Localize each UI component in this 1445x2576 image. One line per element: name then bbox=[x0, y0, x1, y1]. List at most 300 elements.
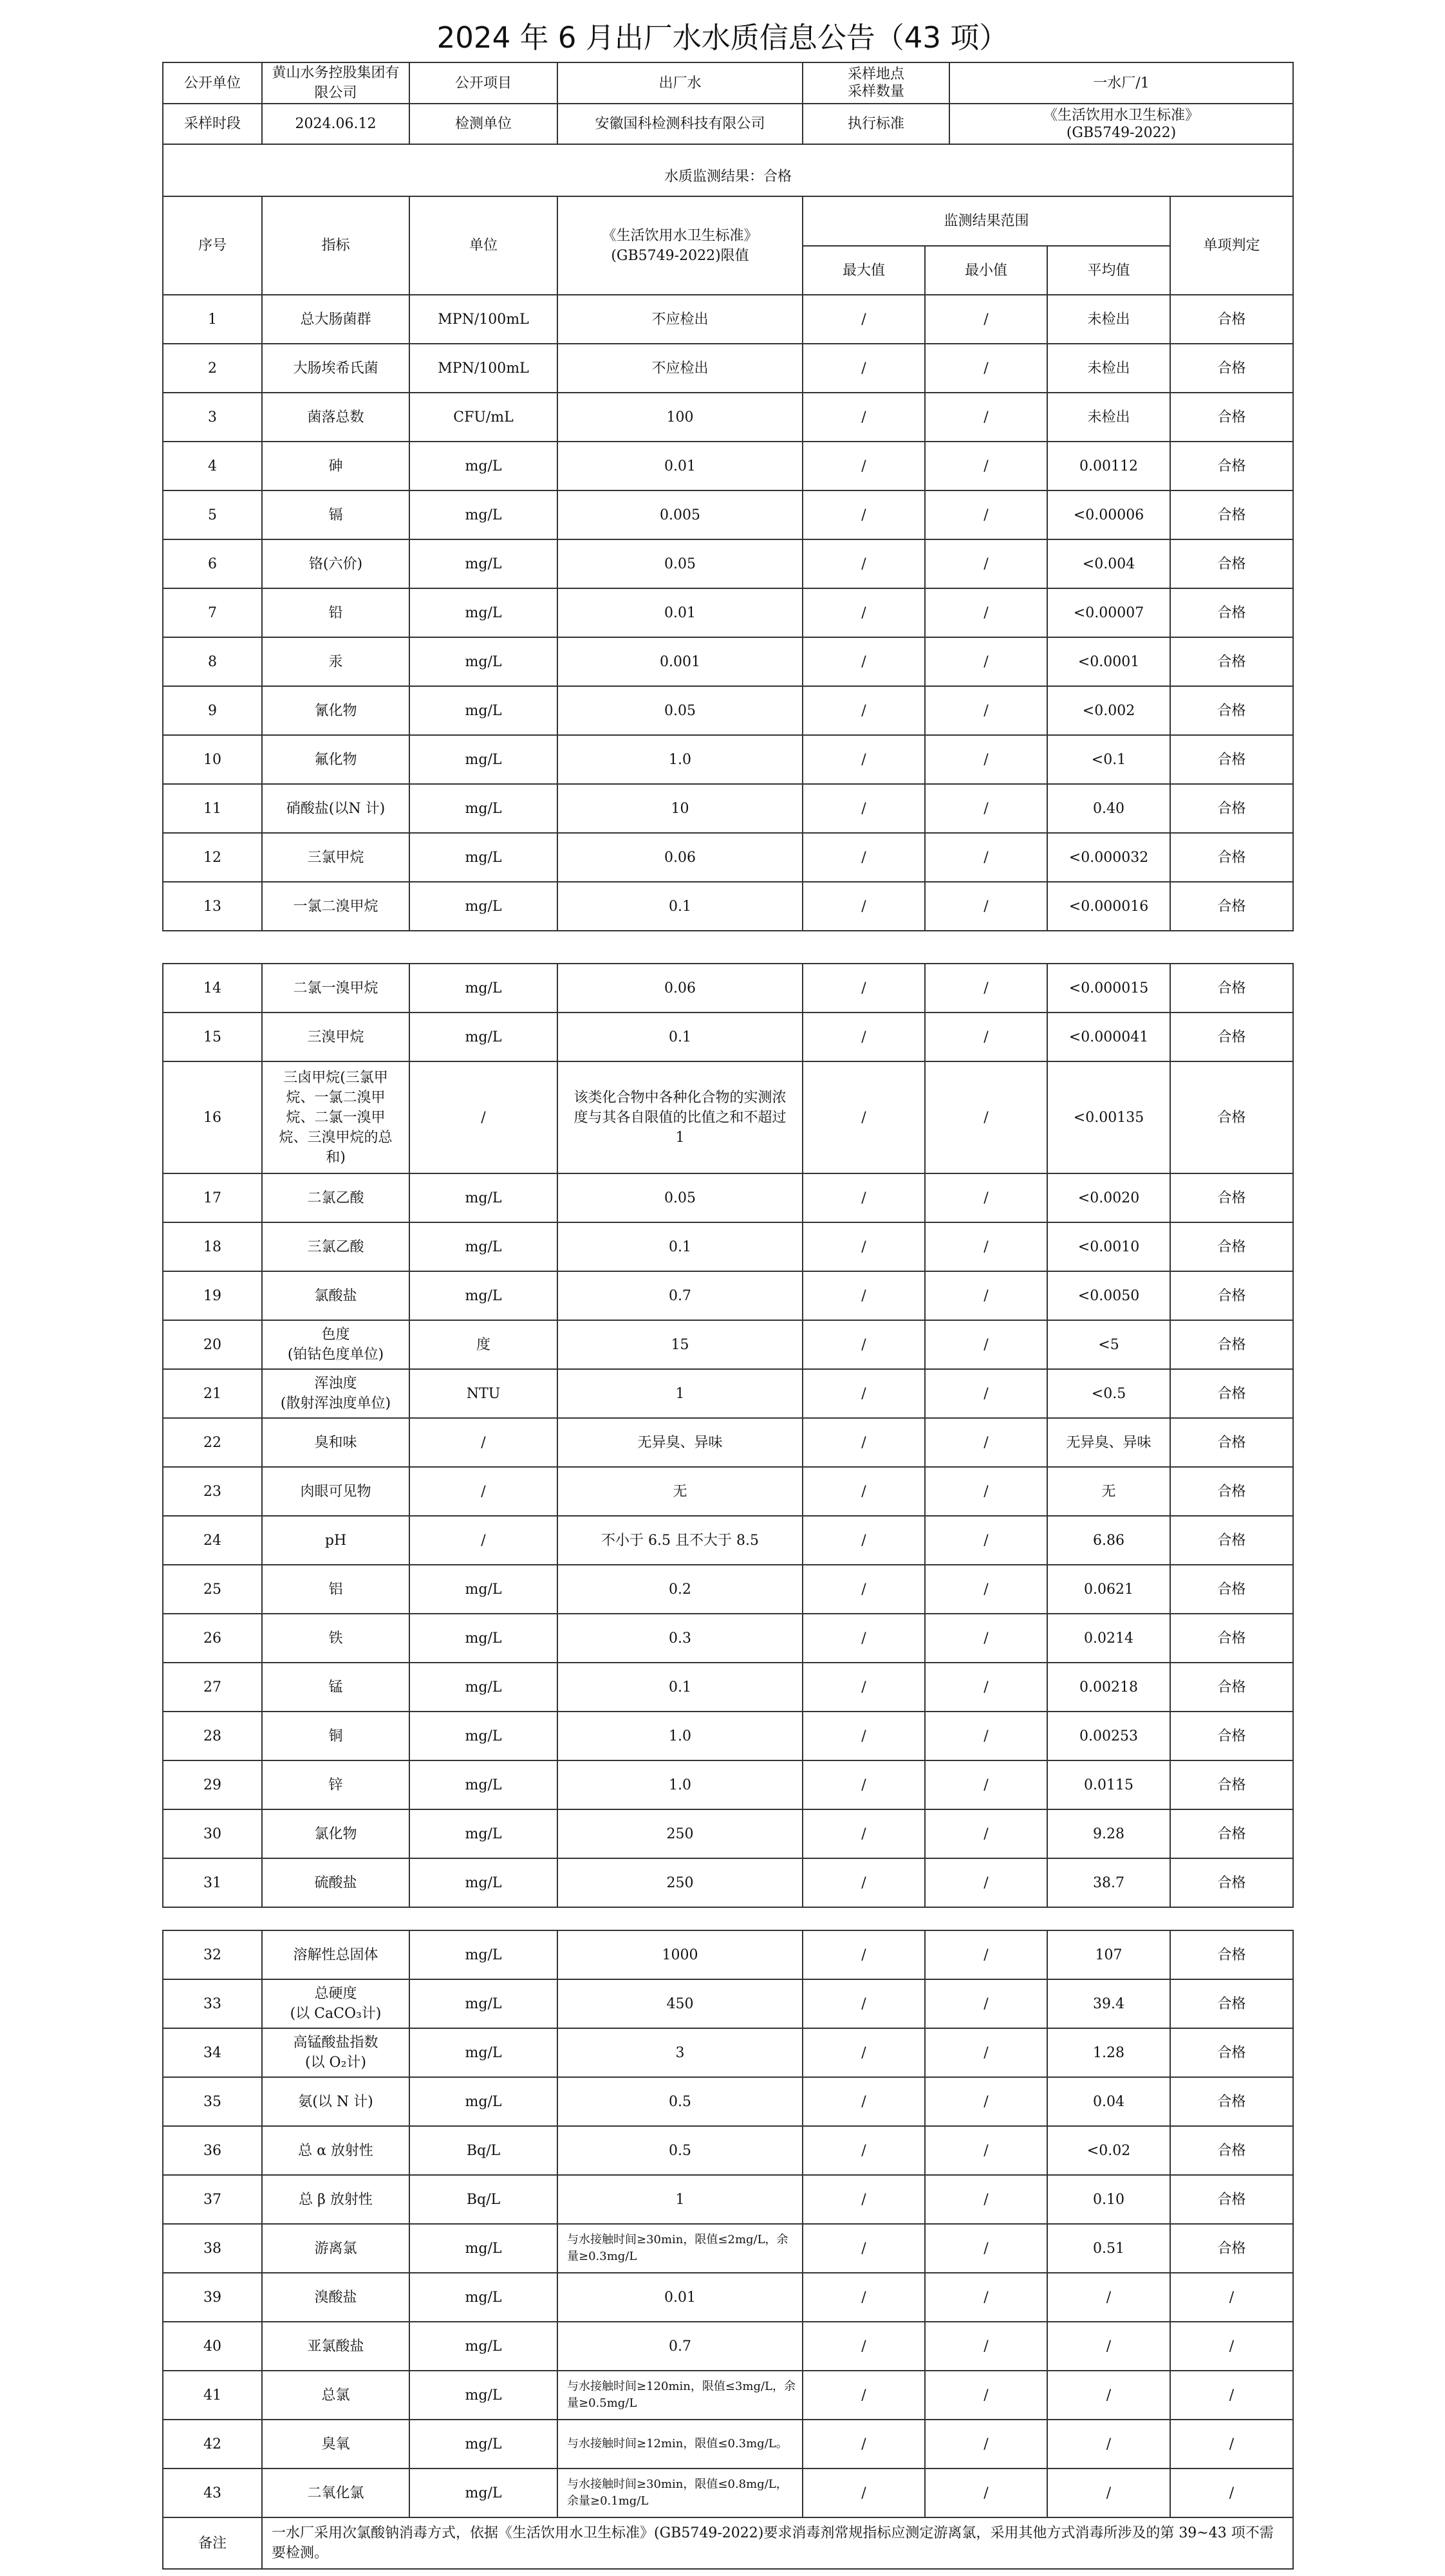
cell-max: / bbox=[803, 2273, 925, 2322]
cell-max: / bbox=[803, 295, 925, 344]
col-limit: 《生活饮用水卫生标准》 (GB5749-2022)限值 bbox=[557, 196, 803, 295]
cell-indicator: 高锰酸盐指数 (以 O₂计) bbox=[262, 2028, 409, 2077]
cell-max: / bbox=[803, 1320, 925, 1369]
cell-no: 2 bbox=[163, 344, 262, 393]
col-indicator: 指标 bbox=[262, 196, 409, 295]
cell-avg: <0.5 bbox=[1047, 1369, 1170, 1418]
table-row bbox=[163, 833, 1293, 882]
cell-max: / bbox=[803, 2420, 925, 2469]
cell-unit: CFU/mL bbox=[409, 393, 557, 442]
cell-verdict: 合格 bbox=[1170, 1614, 1293, 1663]
cell-limit: 该类化合物中各种化合物的实测浓度与其各自限值的比值之和不超过 1 bbox=[557, 1061, 803, 1173]
cell-unit: mg/L bbox=[409, 1712, 557, 1760]
cell-unit: mg/L bbox=[409, 964, 557, 1013]
cell-avg: 未检出 bbox=[1047, 344, 1170, 393]
cell-limit: 250 bbox=[557, 1858, 803, 1907]
cell-max: / bbox=[803, 1061, 925, 1173]
cell-limit: 1.0 bbox=[557, 1760, 803, 1809]
cell-avg: 6.86 bbox=[1047, 1516, 1170, 1565]
cell-no: 43 bbox=[163, 2469, 262, 2517]
cell-unit: mg/L bbox=[409, 2371, 557, 2420]
table-block-1 bbox=[162, 158, 1294, 931]
cell-avg: 未检出 bbox=[1047, 393, 1170, 442]
cell-verdict: 合格 bbox=[1170, 393, 1293, 442]
table-row bbox=[163, 1320, 1293, 1369]
cell-avg: <5 bbox=[1047, 1320, 1170, 1369]
cell-max: / bbox=[803, 1663, 925, 1712]
cell-min: / bbox=[925, 539, 1047, 588]
cell-limit: 0.1 bbox=[557, 1663, 803, 1712]
cell-no: 27 bbox=[163, 1663, 262, 1712]
cell-indicator: pH bbox=[262, 1516, 409, 1565]
cell-indicator: 臭和味 bbox=[262, 1418, 409, 1467]
cell-max: / bbox=[803, 442, 925, 490]
cell-indicator: 一氯二溴甲烷 bbox=[262, 882, 409, 931]
table-row bbox=[163, 1061, 1293, 1173]
cell-indicator: 硫酸盐 bbox=[262, 1858, 409, 1907]
cell-no: 24 bbox=[163, 1516, 262, 1565]
cell-limit: 1000 bbox=[557, 1930, 803, 1979]
cell-no: 21 bbox=[163, 1369, 262, 1418]
cell-no: 5 bbox=[163, 490, 262, 539]
cell-no: 28 bbox=[163, 1712, 262, 1760]
table-row bbox=[163, 1467, 1293, 1516]
cell-avg: <0.00007 bbox=[1047, 588, 1170, 637]
cell-verdict: 合格 bbox=[1170, 1467, 1293, 1516]
cell-indicator: 亚氯酸盐 bbox=[262, 2322, 409, 2371]
cell-limit: 与水接触时间≥12min，限值≤0.3mg/L。 bbox=[557, 2420, 803, 2469]
cell-unit: mg/L bbox=[409, 1222, 557, 1271]
cell-min: / bbox=[925, 882, 1047, 931]
cell-max: / bbox=[803, 1222, 925, 1271]
cell-verdict: 合格 bbox=[1170, 1418, 1293, 1467]
cell-verdict: 合格 bbox=[1170, 1271, 1293, 1320]
cell-indicator: 菌落总数 bbox=[262, 393, 409, 442]
cell-limit: 0.2 bbox=[557, 1565, 803, 1614]
cell-verdict: 合格 bbox=[1170, 882, 1293, 931]
cell-verdict: 合格 bbox=[1170, 735, 1293, 784]
cell-unit: 度 bbox=[409, 1320, 557, 1369]
cell-indicator: 总大肠菌群 bbox=[262, 295, 409, 344]
table-row bbox=[163, 1222, 1293, 1271]
cell-verdict: / bbox=[1170, 2322, 1293, 2371]
cell-limit: 0.05 bbox=[557, 1173, 803, 1222]
cell-min: / bbox=[925, 1271, 1047, 1320]
cell-no: 31 bbox=[163, 1858, 262, 1907]
cell-limit: 不应检出 bbox=[557, 295, 803, 344]
cell-min: / bbox=[925, 393, 1047, 442]
cell-verdict: 合格 bbox=[1170, 2077, 1293, 2126]
cell-indicator: 溴酸盐 bbox=[262, 2273, 409, 2322]
cell-min: / bbox=[925, 1614, 1047, 1663]
cell-limit: 与水接触时间≥30min，限值≤2mg/L，余量≥0.3mg/L bbox=[557, 2224, 803, 2273]
cell-avg: 0.51 bbox=[1047, 2224, 1170, 2273]
cell-no: 13 bbox=[163, 882, 262, 931]
table-row bbox=[163, 735, 1293, 784]
cell-min: / bbox=[925, 686, 1047, 735]
cell-unit: mg/L bbox=[409, 2322, 557, 2371]
cell-limit: 0.5 bbox=[557, 2126, 803, 2175]
cell-no: 7 bbox=[163, 588, 262, 637]
cell-min: / bbox=[925, 784, 1047, 833]
cell-indicator: 肉眼可见物 bbox=[262, 1467, 409, 1516]
cell-verdict: 合格 bbox=[1170, 588, 1293, 637]
cell-limit: 0.005 bbox=[557, 490, 803, 539]
cell-min: / bbox=[925, 1013, 1047, 1061]
cell-min: / bbox=[925, 344, 1047, 393]
lab-label: 检测单位 bbox=[409, 104, 557, 144]
cell-unit: mg/L bbox=[409, 1858, 557, 1907]
cell-unit: mg/L bbox=[409, 442, 557, 490]
table-row bbox=[163, 1663, 1293, 1712]
cell-indicator: 三氯乙酸 bbox=[262, 1222, 409, 1271]
cell-verdict: 合格 bbox=[1170, 1565, 1293, 1614]
cell-max: / bbox=[803, 344, 925, 393]
cell-limit: 0.1 bbox=[557, 1013, 803, 1061]
table-row bbox=[163, 1516, 1293, 1565]
cell-verdict: 合格 bbox=[1170, 539, 1293, 588]
cell-limit: 0.01 bbox=[557, 442, 803, 490]
cell-no: 14 bbox=[163, 964, 262, 1013]
cell-no: 11 bbox=[163, 784, 262, 833]
cell-no: 12 bbox=[163, 833, 262, 882]
cell-limit: 450 bbox=[557, 1979, 803, 2028]
table-row bbox=[163, 442, 1293, 490]
cell-unit: / bbox=[409, 1418, 557, 1467]
cell-unit: mg/L bbox=[409, 539, 557, 588]
cell-verdict: / bbox=[1170, 2469, 1293, 2517]
cell-avg: 0.00253 bbox=[1047, 1712, 1170, 1760]
cell-min: / bbox=[925, 1979, 1047, 2028]
cell-min: / bbox=[925, 2077, 1047, 2126]
cell-indicator: 氰化物 bbox=[262, 686, 409, 735]
cell-min: / bbox=[925, 2322, 1047, 2371]
cell-min: / bbox=[925, 588, 1047, 637]
cell-indicator: 大肠埃希氏菌 bbox=[262, 344, 409, 393]
cell-verdict: 合格 bbox=[1170, 1858, 1293, 1907]
cell-limit: 0.7 bbox=[557, 1271, 803, 1320]
cell-no: 10 bbox=[163, 735, 262, 784]
cell-no: 38 bbox=[163, 2224, 262, 2273]
cell-min: / bbox=[925, 490, 1047, 539]
cell-min: / bbox=[925, 1418, 1047, 1467]
table-row bbox=[163, 344, 1293, 393]
cell-min: / bbox=[925, 637, 1047, 686]
cell-limit: 0.5 bbox=[557, 2077, 803, 2126]
cell-verdict: 合格 bbox=[1170, 442, 1293, 490]
cell-min: / bbox=[925, 2028, 1047, 2077]
cell-verdict: 合格 bbox=[1170, 637, 1293, 686]
col-range: 监测结果范围 bbox=[803, 196, 1170, 246]
cell-unit: mg/L bbox=[409, 588, 557, 637]
cell-min: / bbox=[925, 2126, 1047, 2175]
time-label: 采样时段 bbox=[163, 104, 262, 144]
cell-verdict: 合格 bbox=[1170, 1930, 1293, 1979]
cell-avg: / bbox=[1047, 2322, 1170, 2371]
cell-max: / bbox=[803, 1271, 925, 1320]
cell-indicator: 溶解性总固体 bbox=[262, 1930, 409, 1979]
cell-max: / bbox=[803, 686, 925, 735]
cell-indicator: 氯酸盐 bbox=[262, 1271, 409, 1320]
cell-max: / bbox=[803, 1467, 925, 1516]
cell-unit: mg/L bbox=[409, 1013, 557, 1061]
cell-unit: mg/L bbox=[409, 2224, 557, 2273]
cell-indicator: 臭氧 bbox=[262, 2420, 409, 2469]
table-row bbox=[163, 295, 1293, 344]
cell-max: / bbox=[803, 2126, 925, 2175]
cell-no: 16 bbox=[163, 1061, 262, 1173]
cell-avg: 0.0115 bbox=[1047, 1760, 1170, 1809]
table-row bbox=[163, 964, 1293, 1013]
cell-verdict: 合格 bbox=[1170, 1516, 1293, 1565]
table-row bbox=[163, 1369, 1293, 1418]
cell-indicator: 总氯 bbox=[262, 2371, 409, 2420]
cell-min: / bbox=[925, 1516, 1047, 1565]
cell-no: 19 bbox=[163, 1271, 262, 1320]
cell-avg: / bbox=[1047, 2469, 1170, 2517]
cell-indicator: 铝 bbox=[262, 1565, 409, 1614]
cell-min: / bbox=[925, 1930, 1047, 1979]
table-row bbox=[163, 882, 1293, 931]
cell-no: 9 bbox=[163, 686, 262, 735]
table-row bbox=[163, 1013, 1293, 1061]
rows-block-2 bbox=[163, 964, 1293, 1907]
cell-limit: 0.01 bbox=[557, 2273, 803, 2322]
cell-indicator: 三卤甲烷(三氯甲烷、一氯二溴甲烷、二氯一溴甲烷、三溴甲烷的总和) bbox=[262, 1061, 409, 1173]
cell-min: / bbox=[925, 1369, 1047, 1418]
table-row bbox=[163, 1858, 1293, 1907]
cell-min: / bbox=[925, 1565, 1047, 1614]
cell-avg: <0.000015 bbox=[1047, 964, 1170, 1013]
cell-limit: 1 bbox=[557, 1369, 803, 1418]
cell-unit: / bbox=[409, 1467, 557, 1516]
cell-min: / bbox=[925, 1663, 1047, 1712]
table-row bbox=[163, 1565, 1293, 1614]
table-row bbox=[163, 2420, 1293, 2469]
cell-avg: 无 bbox=[1047, 1467, 1170, 1516]
cell-verdict: 合格 bbox=[1170, 1712, 1293, 1760]
cell-max: / bbox=[803, 637, 925, 686]
cell-limit: 1 bbox=[557, 2175, 803, 2224]
cell-min: / bbox=[925, 1061, 1047, 1173]
cell-avg: <0.0050 bbox=[1047, 1271, 1170, 1320]
table-row bbox=[163, 1930, 1293, 1979]
cell-max: / bbox=[803, 1858, 925, 1907]
cell-limit: 0.001 bbox=[557, 637, 803, 686]
cell-min: / bbox=[925, 833, 1047, 882]
cell-verdict: 合格 bbox=[1170, 1663, 1293, 1712]
cell-avg: / bbox=[1047, 2420, 1170, 2469]
cell-limit: 1.0 bbox=[557, 1712, 803, 1760]
table-row bbox=[163, 2469, 1293, 2517]
cell-unit: mg/L bbox=[409, 2077, 557, 2126]
cell-indicator: 砷 bbox=[262, 442, 409, 490]
cell-avg: <0.002 bbox=[1047, 686, 1170, 735]
cell-verdict: 合格 bbox=[1170, 1760, 1293, 1809]
std-label: 执行标准 bbox=[803, 104, 949, 144]
cell-unit: mg/L bbox=[409, 1809, 557, 1858]
cell-verdict: 合格 bbox=[1170, 784, 1293, 833]
page-title: 2024 年 6 月出厂水水质信息公告（43 项） bbox=[436, 21, 1009, 55]
cell-verdict: 合格 bbox=[1170, 833, 1293, 882]
cell-unit: NTU bbox=[409, 1369, 557, 1418]
table-row bbox=[163, 539, 1293, 588]
cell-verdict: / bbox=[1170, 2273, 1293, 2322]
cell-limit: 与水接触时间≥120min，限值≤3mg/L，余量≥0.5mg/L bbox=[557, 2371, 803, 2420]
table-row bbox=[163, 2224, 1293, 2273]
cell-no: 29 bbox=[163, 1760, 262, 1809]
cell-max: / bbox=[803, 1614, 925, 1663]
cell-no: 15 bbox=[163, 1013, 262, 1061]
cell-limit: 100 bbox=[557, 393, 803, 442]
cell-verdict: 合格 bbox=[1170, 1979, 1293, 2028]
cell-min: / bbox=[925, 2273, 1047, 2322]
cell-verdict: 合格 bbox=[1170, 1222, 1293, 1271]
cell-max: / bbox=[803, 588, 925, 637]
cell-limit: 无异臭、异味 bbox=[557, 1418, 803, 1467]
cell-limit: 3 bbox=[557, 2028, 803, 2077]
cell-unit: MPN/100mL bbox=[409, 344, 557, 393]
cell-max: / bbox=[803, 1809, 925, 1858]
table-row bbox=[163, 1712, 1293, 1760]
cell-verdict: 合格 bbox=[1170, 1320, 1293, 1369]
cell-indicator: 汞 bbox=[262, 637, 409, 686]
cell-avg: 39.4 bbox=[1047, 1979, 1170, 2028]
cell-avg: <0.000032 bbox=[1047, 833, 1170, 882]
cell-no: 36 bbox=[163, 2126, 262, 2175]
cell-avg: <0.000016 bbox=[1047, 882, 1170, 931]
cell-max: / bbox=[803, 784, 925, 833]
cell-min: / bbox=[925, 2224, 1047, 2273]
col-no: 序号 bbox=[163, 196, 262, 295]
cell-verdict: 合格 bbox=[1170, 1809, 1293, 1858]
cell-limit: 0.06 bbox=[557, 833, 803, 882]
cell-no: 40 bbox=[163, 2322, 262, 2371]
cell-avg: <0.1 bbox=[1047, 735, 1170, 784]
cell-avg: <0.0001 bbox=[1047, 637, 1170, 686]
cell-indicator: 总硬度 (以 CaCO₃计) bbox=[262, 1979, 409, 2028]
cell-max: / bbox=[803, 1565, 925, 1614]
cell-avg: 未检出 bbox=[1047, 295, 1170, 344]
cell-avg: <0.004 bbox=[1047, 539, 1170, 588]
rows-block-1 bbox=[163, 295, 1293, 931]
cell-max: / bbox=[803, 1369, 925, 1418]
cell-max: / bbox=[803, 2224, 925, 2273]
rows-block-3 bbox=[163, 1930, 1293, 2517]
cell-no: 8 bbox=[163, 637, 262, 686]
cell-limit: 0.05 bbox=[557, 539, 803, 588]
site-label: 采样地点 采样数量 bbox=[803, 62, 949, 104]
cell-indicator: 二氯一溴甲烷 bbox=[262, 964, 409, 1013]
cell-indicator: 二氯乙酸 bbox=[262, 1173, 409, 1222]
cell-max: / bbox=[803, 1712, 925, 1760]
cell-max: / bbox=[803, 1979, 925, 2028]
cell-unit: mg/L bbox=[409, 784, 557, 833]
cell-no: 20 bbox=[163, 1320, 262, 1369]
table-row bbox=[163, 2126, 1293, 2175]
cell-no: 39 bbox=[163, 2273, 262, 2322]
col-max: 最大值 bbox=[803, 246, 925, 295]
cell-max: / bbox=[803, 2322, 925, 2371]
cell-no: 3 bbox=[163, 393, 262, 442]
cell-indicator: 镉 bbox=[262, 490, 409, 539]
cell-min: / bbox=[925, 1222, 1047, 1271]
cell-indicator: 氯化物 bbox=[262, 1809, 409, 1858]
cell-indicator: 铁 bbox=[262, 1614, 409, 1663]
table-row bbox=[163, 1760, 1293, 1809]
cell-verdict: / bbox=[1170, 2371, 1293, 2420]
cell-limit: 无 bbox=[557, 1467, 803, 1516]
cell-unit: mg/L bbox=[409, 1663, 557, 1712]
cell-min: / bbox=[925, 1809, 1047, 1858]
note-text: 一水厂采用次氯酸钠消毒方式，依据《生活饮用水卫生标准》(GB5749-2022)要求消毒剂常规指标应测定游离氯，采用其他方式消毒所涉及的第 39~43 项不需要检测。 bbox=[262, 2517, 1293, 2569]
table-row bbox=[163, 2028, 1293, 2077]
cell-unit: mg/L bbox=[409, 2028, 557, 2077]
cell-verdict: 合格 bbox=[1170, 2224, 1293, 2273]
cell-min: / bbox=[925, 295, 1047, 344]
table-row bbox=[163, 393, 1293, 442]
cell-min: / bbox=[925, 1320, 1047, 1369]
cell-avg: 0.04 bbox=[1047, 2077, 1170, 2126]
cell-verdict: 合格 bbox=[1170, 1369, 1293, 1418]
cell-no: 35 bbox=[163, 2077, 262, 2126]
cell-no: 33 bbox=[163, 1979, 262, 2028]
cell-max: / bbox=[803, 964, 925, 1013]
cell-limit: 15 bbox=[557, 1320, 803, 1369]
cell-avg: 0.0214 bbox=[1047, 1614, 1170, 1663]
cell-unit: mg/L bbox=[409, 1930, 557, 1979]
table-row bbox=[163, 588, 1293, 637]
cell-unit: mg/L bbox=[409, 2273, 557, 2322]
cell-verdict: 合格 bbox=[1170, 2126, 1293, 2175]
cell-indicator: 三氯甲烷 bbox=[262, 833, 409, 882]
cell-avg: 1.28 bbox=[1047, 2028, 1170, 2077]
cell-limit: 0.3 bbox=[557, 1614, 803, 1663]
table-row bbox=[163, 784, 1293, 833]
cell-indicator: 铬(六价) bbox=[262, 539, 409, 588]
cell-max: / bbox=[803, 393, 925, 442]
table-row bbox=[163, 637, 1293, 686]
std-value: 《生活饮用水卫生标准》 (GB5749-2022) bbox=[949, 104, 1293, 144]
table-row bbox=[163, 2273, 1293, 2322]
table-row bbox=[163, 1418, 1293, 1467]
cell-limit: 不小于 6.5 且不大于 8.5 bbox=[557, 1516, 803, 1565]
cell-max: / bbox=[803, 2028, 925, 2077]
cell-indicator: 二氧化氯 bbox=[262, 2469, 409, 2517]
cell-avg: 38.7 bbox=[1047, 1858, 1170, 1907]
table-row bbox=[163, 2175, 1293, 2224]
cell-indicator: 铅 bbox=[262, 588, 409, 637]
cell-indicator: 硝酸盐(以N 计) bbox=[262, 784, 409, 833]
cell-unit: MPN/100mL bbox=[409, 295, 557, 344]
cell-limit: 1.0 bbox=[557, 735, 803, 784]
cell-max: / bbox=[803, 490, 925, 539]
cell-avg: 0.40 bbox=[1047, 784, 1170, 833]
cell-limit: 不应检出 bbox=[557, 344, 803, 393]
cell-verdict: 合格 bbox=[1170, 964, 1293, 1013]
cell-limit: 0.01 bbox=[557, 588, 803, 637]
cell-verdict: 合格 bbox=[1170, 1013, 1293, 1061]
cell-no: 42 bbox=[163, 2420, 262, 2469]
cell-min: / bbox=[925, 1467, 1047, 1516]
cell-min: / bbox=[925, 2420, 1047, 2469]
cell-unit: Bq/L bbox=[409, 2126, 557, 2175]
cell-unit: mg/L bbox=[409, 2469, 557, 2517]
cell-verdict: 合格 bbox=[1170, 1173, 1293, 1222]
site-value: 一水厂/1 bbox=[949, 62, 1293, 104]
cell-indicator: 氟化物 bbox=[262, 735, 409, 784]
cell-unit: mg/L bbox=[409, 735, 557, 784]
